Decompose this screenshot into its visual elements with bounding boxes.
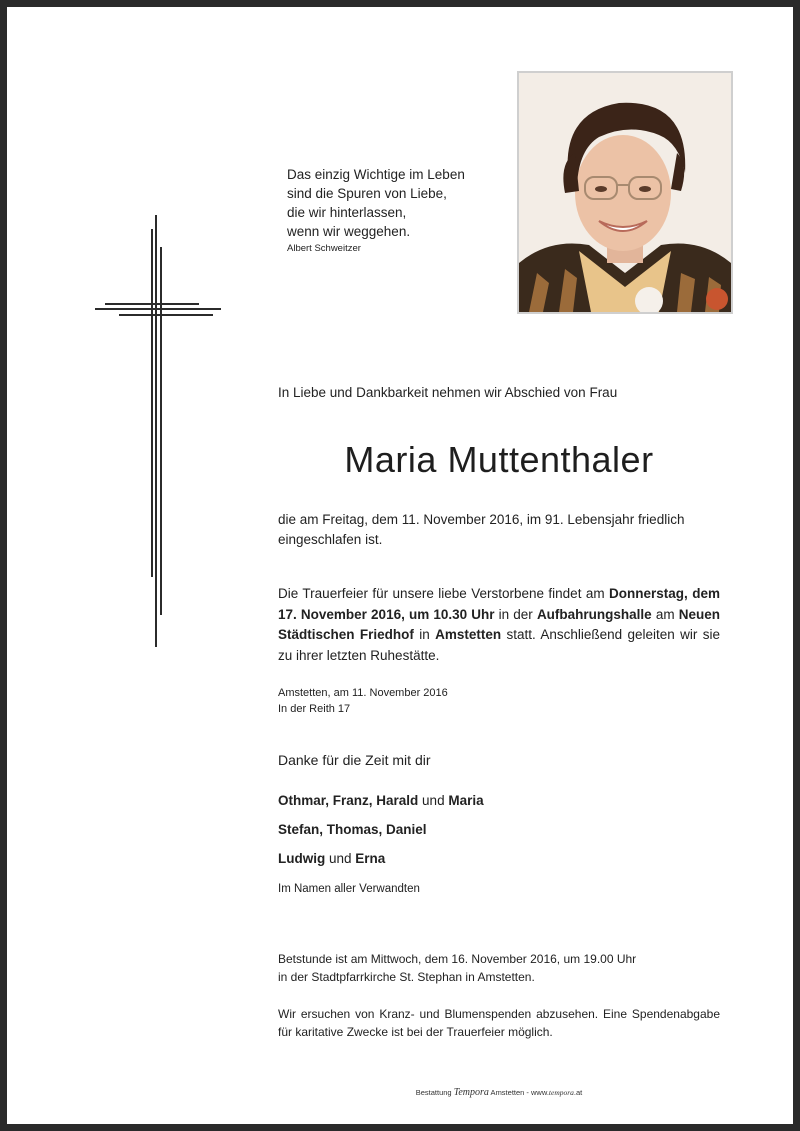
prayer-line: Betstunde ist am Mittwoch, dem 16. November 2016, um 19.00 Uhr <box>278 952 637 966</box>
place-date-line: Amstetten, am 11. November 2016 <box>278 687 448 699</box>
intro-text: In Liebe und Dankbarkeit nehmen wir Abschied von Frau <box>278 385 618 400</box>
family-names: Ludwig <box>278 851 326 866</box>
funeral-venue: Aufbahrungshalle <box>536 606 652 622</box>
footer-prefix: Bestattung <box>415 1088 454 1097</box>
prayer-info <box>278 950 720 986</box>
quote-line: sind die Spuren von Liebe, <box>287 186 447 201</box>
footer-domain: tempora <box>548 1088 574 1097</box>
family-line-3 <box>278 851 385 866</box>
funeral-text: in der <box>494 606 537 622</box>
family-names: Erna <box>355 851 386 866</box>
donation-note: Wir ersuchen von Kranz- und Blumenspenden abzusehen. Eine Spendenabgabe für karitative Zwecke ist bei der Trauerfeier möglich. <box>278 1007 720 1039</box>
quote-line: die wir hinterlassen, <box>287 205 407 220</box>
quote-block <box>287 165 517 256</box>
family-line-1 <box>278 793 484 808</box>
funeral-date: Donnerstag, dem 17. November 2016, um 10.30 Uhr <box>278 586 720 622</box>
funeral-text: in <box>413 627 436 642</box>
portrait-image <box>519 73 731 312</box>
funeral-info <box>278 584 720 666</box>
family-conjunction: und <box>325 851 356 866</box>
prayer-line: in der Stadtpfarrkirche St. Stephan in Amstetten. <box>278 970 535 984</box>
place-date <box>278 685 448 717</box>
funeral-cemetery: Neuen Städtischen Friedhof <box>278 606 720 642</box>
family-names: Stefan, Thomas, Daniel <box>278 822 427 837</box>
family-line-2 <box>278 822 427 837</box>
thanks-line: Danke für die Zeit mit dir <box>278 752 431 768</box>
footer-middle: Amstetten - www. <box>488 1088 549 1097</box>
quote-line: Das einzig Wichtige im Leben <box>287 167 465 182</box>
family-names: Maria <box>448 793 484 808</box>
funeral-text: statt. Anschließend geleiten wir sie zu ihrer letzten Ruhestätte. <box>278 627 721 663</box>
funeral-text: Die Trauerfeier für unsere liebe Verstorbene findet am <box>278 586 610 601</box>
footer-suffix: .at <box>573 1088 583 1097</box>
address-line: In der Reith 17 <box>278 703 351 715</box>
funeral-text: am <box>651 606 679 622</box>
quote-author: Albert Schweitzer <box>287 243 361 254</box>
quote-line: wenn wir weggehen. <box>287 224 411 239</box>
behalf-line: Im Namen aller Verwandten <box>278 883 420 895</box>
footer <box>278 1087 720 1098</box>
family-conjunction: und <box>418 793 449 808</box>
death-notice-text: die am Freitag, dem 11. November 2016, im 91. Lebensjahr friedlich eingeschlafen ist. <box>278 512 685 547</box>
footer-brand: Tempora <box>453 1087 489 1098</box>
portrait-photo <box>517 71 733 314</box>
deceased-name: Maria Muttenthaler <box>344 439 654 480</box>
cross-icon <box>87 207 227 647</box>
funeral-town: Amstetten <box>435 627 502 642</box>
family-names: Othmar, Franz, Harald <box>278 793 419 808</box>
